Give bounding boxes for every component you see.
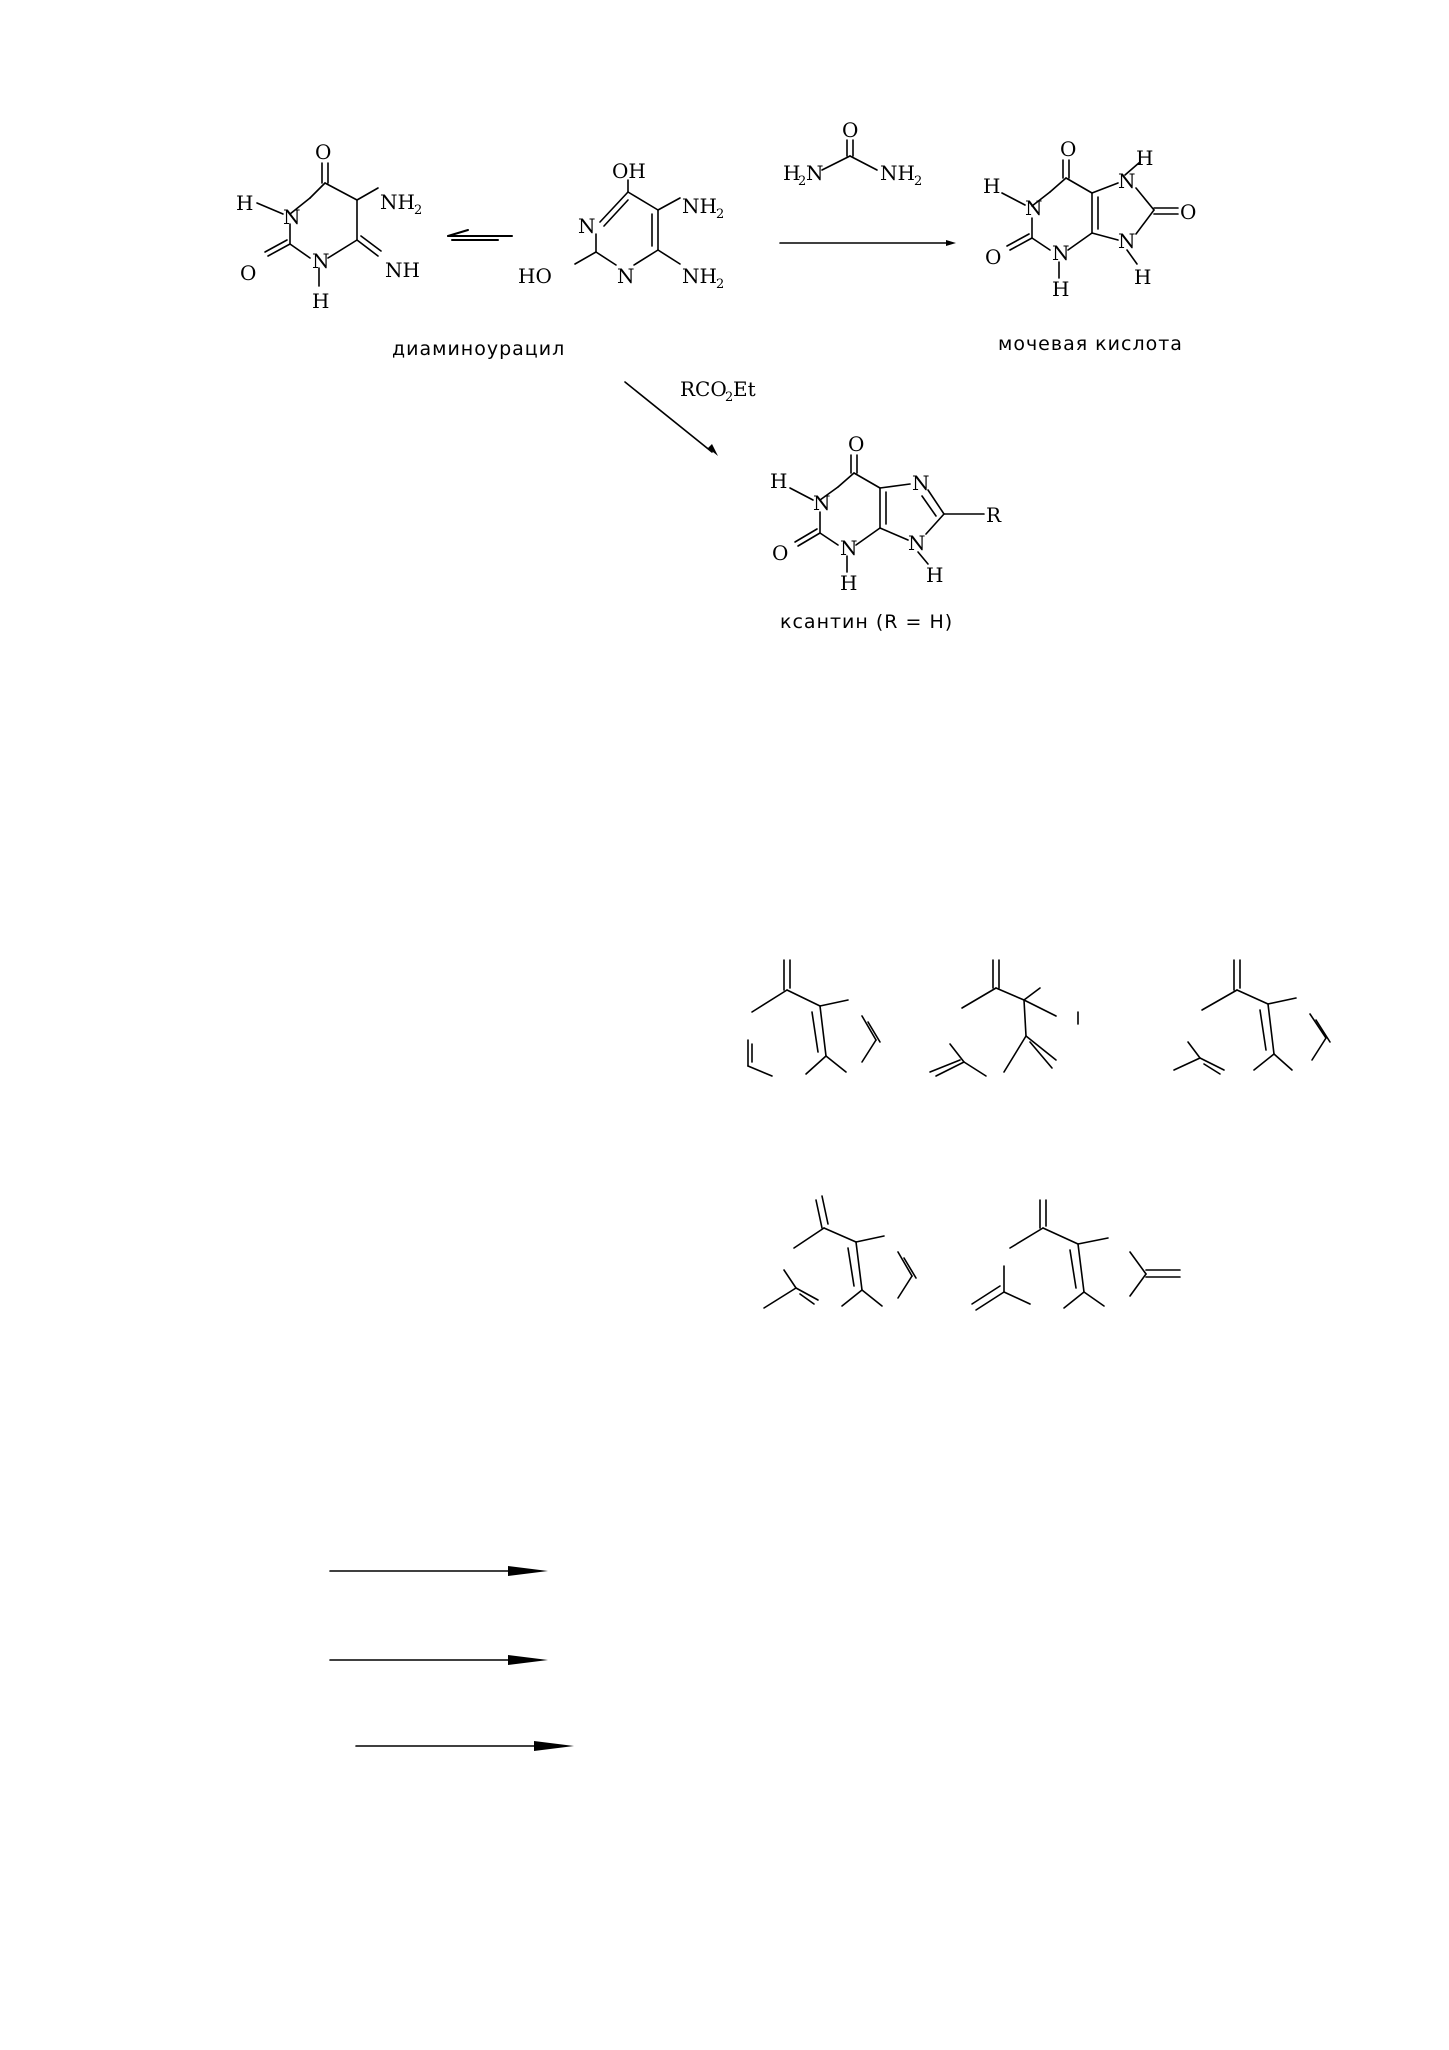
reaction-arrow-ester: [625, 377, 756, 456]
atom-o: O: [315, 140, 332, 164]
atom-n: N: [283, 205, 301, 229]
skeletal-fragment-1: [748, 960, 880, 1076]
atom-n: N: [908, 531, 926, 555]
atom-nh2: NH: [682, 264, 717, 288]
empty-arrow-2: [330, 1655, 548, 1665]
empty-arrow-1: [330, 1566, 548, 1576]
atom-o: O: [985, 245, 1002, 269]
atom-o: O: [772, 541, 789, 565]
atom-n: N: [813, 491, 831, 515]
caption-diaminouracil: диаминоурацил: [392, 338, 566, 360]
atom-n: N: [840, 536, 858, 560]
atom-nh2: NH: [380, 190, 415, 214]
atom-n: N: [1025, 196, 1043, 220]
atom-oh: OH: [612, 159, 646, 183]
atom-o: O: [848, 432, 865, 456]
atom-sub-2: 2: [716, 207, 725, 222]
atom-sub-2: 2: [414, 203, 423, 218]
atom-nh: NH: [385, 258, 420, 282]
atom-o: O: [1060, 137, 1077, 161]
reagent-sub: 2: [798, 174, 807, 189]
reagent-sub: 2: [725, 390, 734, 405]
reagent-et: Et: [733, 377, 756, 401]
atom-h: H: [1052, 277, 1070, 301]
atom-h: H: [312, 289, 330, 313]
atom-sub-2: 2: [716, 277, 725, 292]
atom-h: H: [770, 469, 788, 493]
atom-h: H: [1134, 265, 1152, 289]
atom-h: H: [983, 174, 1001, 198]
atom-n: N: [1118, 229, 1136, 253]
atom-h: H: [840, 571, 858, 595]
reaction-arrow-urea: [780, 240, 956, 246]
atom-h: H: [236, 191, 254, 215]
skeletal-fragment-3: [1174, 960, 1330, 1074]
atom-o: O: [1180, 200, 1197, 224]
reagent-sub: 2: [914, 174, 923, 189]
atom-n: N: [1118, 169, 1136, 193]
caption-xanthine: ксантин (R = H): [780, 611, 954, 633]
reagent-o: O: [842, 118, 859, 142]
atom-n: N: [312, 249, 330, 273]
urea-reagent: [783, 118, 922, 189]
atom-n: N: [578, 214, 596, 238]
atom-h: H: [926, 563, 944, 587]
atom-nh2: NH: [682, 194, 717, 218]
atom-n: N: [617, 264, 635, 288]
atom-n: N: [1052, 241, 1070, 265]
atom-ho: HO: [518, 264, 552, 288]
equilibrium-arrow: [448, 230, 512, 240]
reagent-h: H: [783, 161, 801, 185]
caption-uric-acid: мочевая кислота: [998, 333, 1183, 355]
skeletal-fragment-4: [764, 1196, 916, 1308]
diaminopyrimidine-tautomer: [518, 159, 724, 292]
reagent-ester: RCO: [680, 377, 727, 401]
atom-r: R: [986, 503, 1002, 527]
skeletal-fragment-2: [930, 960, 1078, 1076]
skeletal-fragment-5: [972, 1200, 1180, 1310]
reagent-n: N: [806, 161, 824, 185]
uric-acid-molecule: [983, 137, 1196, 301]
diaminouracil-molecule: [236, 140, 422, 313]
atom-n: N: [912, 471, 930, 495]
xanthine-molecule: [770, 432, 1002, 595]
reagent-nh: NH: [880, 161, 915, 185]
atom-h: H: [1136, 146, 1154, 170]
empty-arrow-3: [356, 1741, 574, 1751]
atom-o: O: [240, 261, 257, 285]
